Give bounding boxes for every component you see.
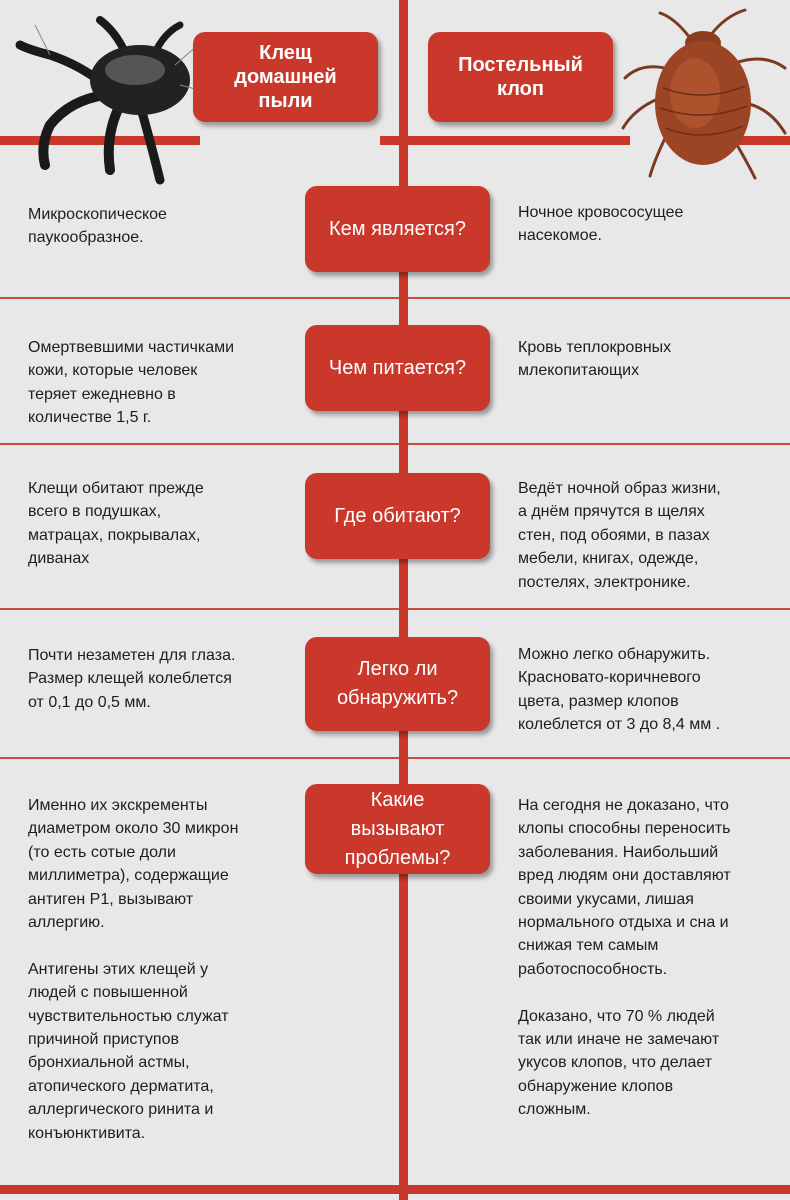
center-divider <box>399 0 408 1200</box>
question-easy-to-detect <box>305 637 490 731</box>
question-what-problems <box>305 784 490 874</box>
question-where-they-live <box>305 473 490 559</box>
header-bed-bug-label: Постельный клоп <box>458 54 583 100</box>
bed-bug-where-they-live: Ведёт ночной образ жизни, а днём прячутся в щелях стен, под обоями, в пазах мебели, книгах, одежде, постелях, электронике. <box>518 480 721 591</box>
row-separator <box>0 608 790 610</box>
dust-mite-image <box>10 5 200 190</box>
question-what-it-eats <box>305 325 490 411</box>
header-bar-center <box>380 136 630 145</box>
footer-bar <box>0 1185 790 1194</box>
question-what-is-it <box>305 186 490 272</box>
dust-mite-where-they-live: Клещи обитают прежде всего в подушках, матрацах, покрывалах, диванах <box>28 480 204 568</box>
bed-bug-easy-to-detect: Можно легко обнаружить. Красновато-коричневого цвета, размер клопов колеблется от 3 до 8,4 мм . <box>518 646 721 734</box>
bed-bug-what-is-it: Ночное кровососущее насекомое. <box>518 204 684 245</box>
question-label: Легко ли обнаружить? <box>336 658 459 709</box>
question-label: Где обитают? <box>334 504 461 527</box>
dust-mite-what-it-eats: Омертвевшими частичками кожи, которые человек теряет ежедневно в количестве 1,5 г. <box>28 339 235 427</box>
question-label: Какие вызывают проблемы? <box>344 788 451 869</box>
dust-mite-problems: Именно их экскременты диаметром около 30 микрон (то есть сотые доли миллиметра), содержащие антиген P1, вызывают аллергию. Антигены этих клещей у людей с повышенной чувствительностью служат причиной приступов бронхиальной астмы, атопического дерматита, аллергического ринита и конъюнктивита. <box>28 797 239 1142</box>
bed-bug-image <box>615 8 790 183</box>
header-bed-bug <box>428 32 613 122</box>
header-dust-mite <box>193 32 378 122</box>
header-dust-mite-label: Клещ домашней пыли <box>234 42 337 112</box>
row-separator <box>0 297 790 299</box>
row-separator <box>0 443 790 445</box>
row-separator <box>0 757 790 759</box>
dust-mite-what-is-it: Микроскопическое паукообразное. <box>28 206 167 247</box>
dust-mite-easy-to-detect: Почти незаметен для глаза. Размер клещей колеблется от 0,1 до 0,5 мм. <box>28 647 236 711</box>
question-label: Кем является? <box>329 217 466 240</box>
bed-bug-problems: На сегодня не доказано, что клопы способны переносить заболевания. Наибольший вред людям они доставляют своими укусами, лишая нормального отдыха и сна и снижая тем самым работоспособность. Доказано, что 70 % людей так или иначе не замечают укусов клопов, что делает обнаружение клопов сложным. <box>518 797 731 1119</box>
question-label: Чем питается? <box>328 356 467 379</box>
bed-bug-what-it-eats: Кровь теплокровных млекопитающих <box>518 339 672 380</box>
